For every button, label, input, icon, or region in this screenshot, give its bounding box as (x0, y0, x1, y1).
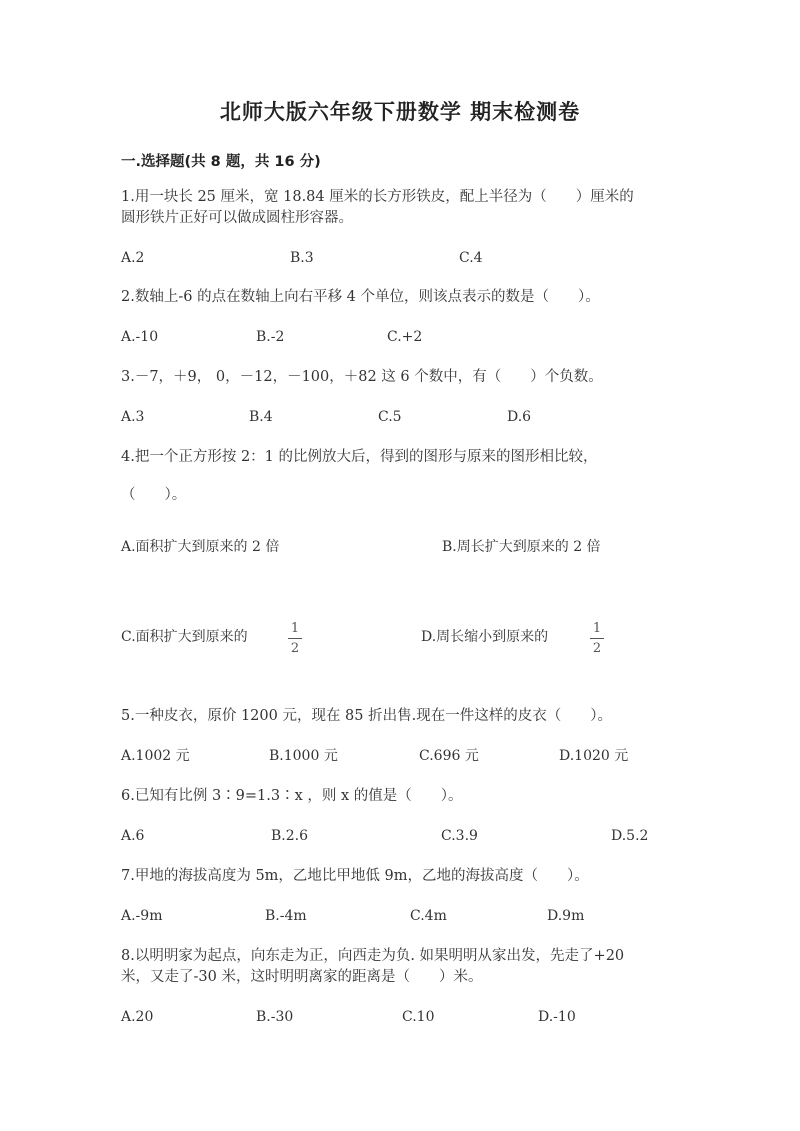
question-5-option-a: A.1002 元 (121, 748, 190, 764)
question-4-option-c: C.面积扩大到原来的 (121, 629, 248, 645)
question-8-option-b: B.-30 (256, 1009, 294, 1025)
question-7-option-a: A.-9m (121, 908, 163, 924)
question-2-text: 2.数轴上-6 的点在数轴上向右平移 4 个单位，则该点表示的数是（ ）。 (121, 289, 600, 305)
fraction-bar (590, 638, 604, 639)
exam-title: 北师大版六年级下册数学 期末检测卷 (219, 100, 581, 124)
question-3-option-d: D.6 (507, 409, 532, 425)
question-6-option-d: D.5.2 (611, 828, 649, 844)
question-4-option-d-fraction (589, 621, 605, 656)
question-6-option-b: B.2.6 (271, 828, 309, 844)
question-8-text-line-2: 米，又走了-30 米，这时明明离家的距离是（ ）米。 (121, 969, 483, 985)
question-2-option-a: A.-10 (121, 329, 159, 345)
question-8-text-line-1: 8.以明明家为起点，向东走为正，向西走为负. 如果明明从家出发，先走了+20 (121, 948, 625, 964)
fraction-bar (288, 638, 302, 639)
fraction-numerator: 1 (592, 621, 602, 636)
question-7-option-d: D.9m (547, 908, 585, 924)
fraction-numerator: 1 (290, 621, 300, 636)
question-8-option-d: D.-10 (538, 1009, 576, 1025)
question-4-option-d: D.周长缩小到原来的 (421, 629, 549, 645)
question-1-option-a: A.2 (121, 250, 145, 266)
question-5-text: 5.一种皮衣，原价 1200 元，现在 85 折出售.现在一件这样的皮衣（ ）。 (121, 708, 612, 724)
question-4-text-line-2: （ ）。 (121, 487, 187, 503)
question-5-option-c: C.696 元 (419, 748, 479, 764)
question-1-text-line-2: 圆形铁片正好可以做成圆柱形容器。 (121, 210, 353, 226)
question-2-option-c: C.+2 (387, 329, 423, 345)
question-8-option-a: A.20 (121, 1009, 154, 1025)
section-heading: 一.选择题(共 8 题，共 16 分) (121, 154, 321, 170)
question-3-option-c: C.5 (378, 409, 402, 425)
question-6-option-c: C.3.9 (441, 828, 478, 844)
question-7-option-b: B.-4m (265, 908, 307, 924)
fraction-denominator: 2 (290, 641, 300, 656)
question-6-text: 6.已知有比例 3∶9=1.3∶x ，则 x 的值是（ ）。 (121, 788, 463, 804)
question-8-option-c: C.10 (402, 1009, 435, 1025)
question-3-option-a: A.3 (121, 409, 145, 425)
question-4-option-c-fraction (287, 621, 303, 656)
question-1-option-b: B.3 (290, 250, 314, 266)
question-6-option-a: A.6 (121, 828, 145, 844)
question-4-option-b: B.周长扩大到原来的 2 倍 (442, 539, 601, 555)
question-3-option-b: B.4 (249, 409, 273, 425)
question-1-option-c: C.4 (459, 250, 483, 266)
question-2-option-b: B.-2 (256, 329, 285, 345)
question-1-text-line-1: 1.用一块长 25 厘米，宽 18.84 厘米的长方形铁皮，配上半径为（ ）厘米的 (121, 189, 634, 205)
fraction-denominator: 2 (592, 641, 602, 656)
question-7-text: 7.甲地的海拔高度为 5m，乙地比甲地低 9m，乙地的海拔高度（ ）。 (121, 868, 589, 884)
question-4-option-a: A.面积扩大到原来的 2 倍 (121, 539, 280, 555)
question-7-option-c: C.4m (410, 908, 447, 924)
question-5-option-d: D.1020 元 (559, 748, 629, 764)
question-4-text-line-1: 4.把一个正方形按 2：1 的比例放大后，得到的图形与原来的图形相比较， (121, 449, 598, 465)
question-5-option-b: B.1000 元 (269, 748, 338, 764)
question-3-text: 3.－7，＋9， 0，－12，－100，＋82 这 6 个数中，有（ ）个负数。 (121, 369, 603, 385)
